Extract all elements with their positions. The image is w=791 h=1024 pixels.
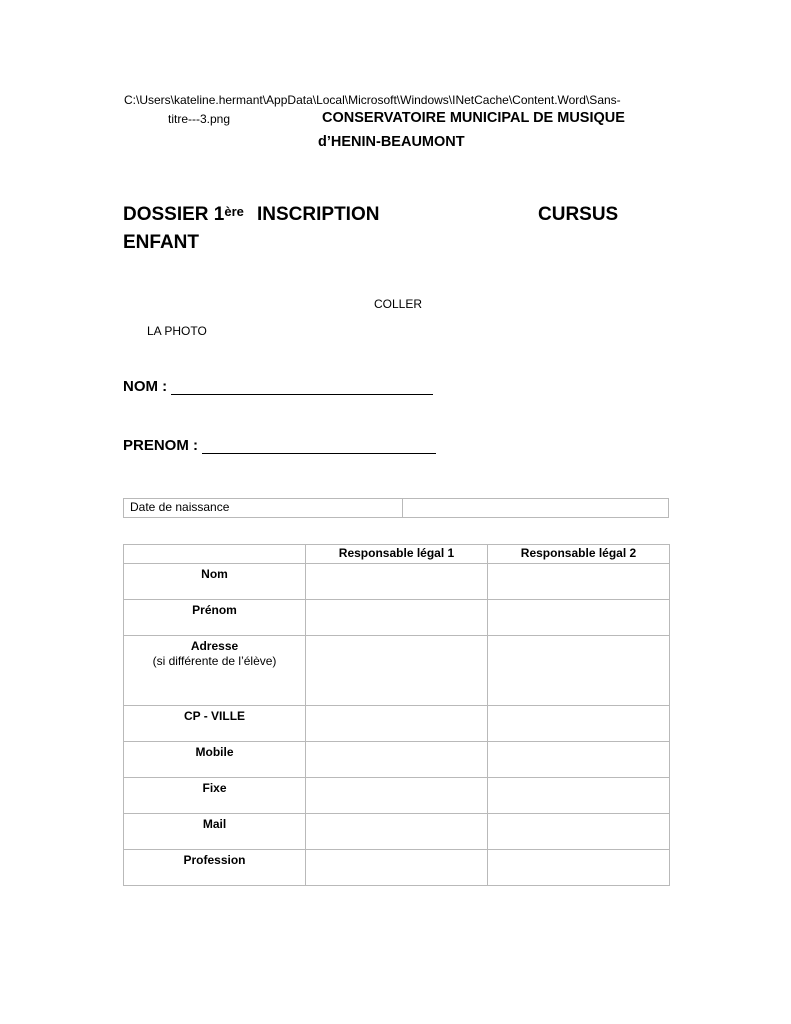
dob-value-cell[interactable] — [403, 499, 669, 518]
nom-field — [123, 378, 433, 395]
header-responsable-1: Responsable légal 1 — [306, 545, 488, 564]
row-label-text: Profession — [183, 853, 246, 867]
title-superscript: ère — [224, 204, 244, 219]
nom-input-line[interactable] — [171, 378, 433, 395]
table-row — [124, 600, 670, 636]
row-label-prenom — [124, 600, 306, 636]
date-of-birth-table — [123, 498, 669, 518]
row-label-cp-ville — [124, 706, 306, 742]
row-label-text: Mobile — [195, 745, 234, 759]
cell-responsable-2[interactable] — [488, 742, 670, 778]
table-header-row — [124, 545, 670, 564]
nom-label: NOM : — [123, 378, 168, 395]
row-label-text: Mail — [202, 817, 227, 831]
table-row — [124, 814, 670, 850]
table-row — [124, 706, 670, 742]
image-path-line-2: titre---3.png — [168, 112, 231, 126]
cell-responsable-1[interactable] — [306, 564, 488, 600]
cell-responsable-2[interactable] — [488, 706, 670, 742]
cell-responsable-2[interactable] — [488, 600, 670, 636]
title-inscription: INSCRIPTION — [257, 204, 380, 225]
title-dossier — [123, 204, 244, 226]
row-label-text: Prénom — [192, 603, 237, 617]
organization-name: CONSERVATOIRE MUNICIPAL DE MUSIQUE — [322, 110, 625, 126]
row-label-note: (si différente de l’élève) — [152, 654, 277, 668]
image-path-line-1: C:\Users\kateline.hermant\AppData\Local\Microsoft\Windows\INetCache\Content.Word\Sans- — [124, 93, 621, 107]
cell-responsable-1[interactable] — [306, 600, 488, 636]
dob-label: Date de naissance — [124, 499, 403, 518]
cell-responsable-2[interactable] — [488, 636, 670, 706]
table-row — [124, 850, 670, 886]
cell-responsable-1[interactable] — [306, 778, 488, 814]
row-label-text: CP - VILLE — [183, 709, 246, 723]
table-row — [124, 778, 670, 814]
cell-responsable-2[interactable] — [488, 564, 670, 600]
photo-instruction-la-photo: LA PHOTO — [147, 324, 207, 338]
legal-guardians-table — [123, 544, 670, 886]
row-label-text: Fixe — [202, 781, 227, 795]
organization-city: d’HENIN-BEAUMONT — [318, 134, 465, 150]
row-label-profession — [124, 850, 306, 886]
row-label-text: Nom — [201, 567, 228, 581]
title-dossier-text: DOSSIER 1 — [123, 204, 225, 225]
table-row — [124, 742, 670, 778]
row-label-mobile — [124, 742, 306, 778]
cell-responsable-2[interactable] — [488, 778, 670, 814]
cell-responsable-1[interactable] — [306, 814, 488, 850]
prenom-label: PRENOM : — [123, 437, 198, 454]
table-row — [124, 636, 670, 706]
header-empty — [124, 545, 306, 564]
cell-responsable-1[interactable] — [306, 742, 488, 778]
prenom-field — [123, 437, 436, 454]
cell-responsable-1[interactable] — [306, 850, 488, 886]
prenom-input-line[interactable] — [202, 437, 436, 454]
row-label-fixe — [124, 778, 306, 814]
header-responsable-2: Responsable légal 2 — [488, 545, 670, 564]
cell-responsable-1[interactable] — [306, 636, 488, 706]
title-cursus: CURSUS — [538, 204, 619, 225]
row-label-text: Adresse — [190, 639, 239, 653]
cell-responsable-2[interactable] — [488, 850, 670, 886]
row-label-mail — [124, 814, 306, 850]
photo-instruction-coller: COLLER — [374, 297, 423, 311]
dob-row — [124, 499, 669, 518]
row-label-adresse — [124, 636, 306, 706]
title-enfant: ENFANT — [123, 232, 199, 253]
table-row — [124, 564, 670, 600]
cell-responsable-1[interactable] — [306, 706, 488, 742]
cell-responsable-2[interactable] — [488, 814, 670, 850]
row-label-nom — [124, 564, 306, 600]
